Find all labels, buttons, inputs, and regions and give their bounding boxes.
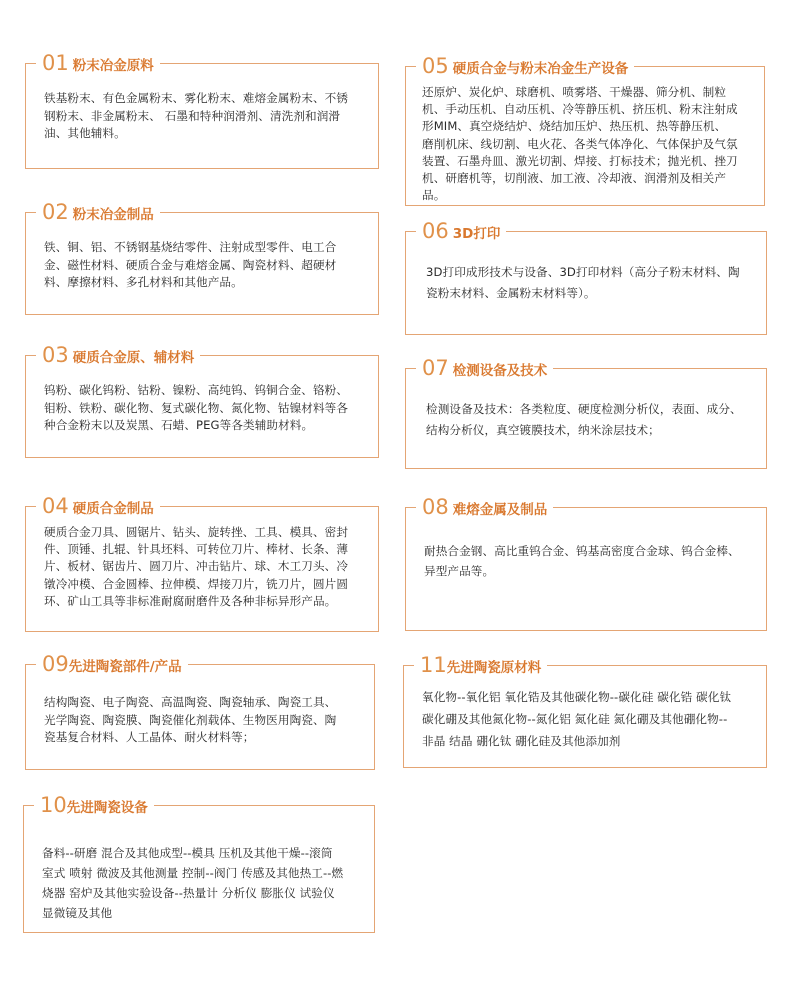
card-title	[416, 53, 634, 82]
section-number: 10	[40, 793, 67, 817]
card-title	[36, 199, 160, 228]
card-3d-printing	[405, 219, 767, 335]
card-title	[416, 218, 506, 247]
section-body: 备料--研磨 混合及其他成型--模具 压机及其他干燥--滚筒 室式 喷射 微波及其他测量 控制--阀门 传感及其他热工--燃 烧器 窑炉及其他实验设备--热量计 分析仪 膨胀仪 试验仪 显微镜及其他	[42, 846, 344, 920]
section-number: 01	[42, 51, 69, 75]
section-body: 氧化物--氧化铝 氧化锆及其他碳化物--碳化硅 碳化锆 碳化钛 碳化硼及其他氮化物--氮化铝 氮化硅 氮化硼及其他硼化物-- 非晶 结晶 硼化钛 硼化硅及其他添加剂	[422, 690, 732, 748]
section-title: 粉末冶金原料	[72, 58, 154, 74]
section-body: 耐热合金钢、高比重钨合金、钨基高密度合金球、钨合金棒、 异型产品等。	[424, 544, 740, 578]
card-title	[34, 792, 154, 821]
section-body: 还原炉、炭化炉、球磨机、喷雾塔、干燥器、筛分机、制粒 机、手动压机、自动压机、冷等静压机、挤压机、粉末注射成 形MIM、真空烧结炉、烧结加压炉、热压机、热等静压机、 磨削机床、线切割、电火花、各类气体净化、气体保护及气氛 装置、石墨舟皿、激光切割、焊接、打标技术；抛光机、挫刀 机、研磨机等，切削液、加工液、冷却液、润滑剂及相关产 品。	[422, 85, 738, 203]
section-title: 先进陶瓷设备	[66, 800, 148, 816]
section-number: 07	[422, 356, 449, 380]
section-number: 02	[42, 200, 69, 224]
section-title: 先进陶瓷部件/产品	[68, 659, 182, 675]
section-body: 铁、铜、铝、不锈钢基烧结零件、注射成型零件、电工合 金、磁性材料、硬质合金与难熔金属、陶瓷材料、超硬材 料、摩擦材料、多孔材料和其他产品。	[44, 240, 337, 290]
section-number: 11	[420, 653, 447, 677]
section-body: 铁基粉末、有色金属粉末、雾化粉末、难熔金属粉末、不锈 钢粉末、非金属粉末、 石墨和特种润滑剂、清洗剂和润滑 油、其他辅料。	[44, 91, 349, 141]
section-body: 硬质合金刀具、圆锯片、钻头、旋转挫、工具、模具、密封 件、顶锤、扎辊、针具坯料、可转位刀片、棒材、长条、薄 片、板材、锯齿片、圆刀片、冲击钻片、球、木工刀头、冷 镦冷冲模、合金圆棒、拉伸模、焊接刀片，铣刀片，圆片圆 环、矿山工具等非标准耐腐耐磨件及各种非标异形产品。	[44, 525, 349, 608]
card-title	[36, 50, 160, 79]
card-advanced-ceramic-parts	[25, 652, 375, 770]
card-title	[36, 651, 188, 680]
section-number: 03	[42, 343, 69, 367]
section-title: 检测设备及技术	[452, 363, 548, 379]
section-body: 钨粉、碳化钨粉、钴粉、镍粉、高纯钨、钨铜合金、铬粉、 钼粉、铁粉、碳化物、复式碳化物、氮化物、钴镍材料等各 种合金粉末以及炭黑、石蜡、PEG等各类辅助材料。	[44, 383, 349, 433]
card-title	[414, 652, 547, 681]
card-refractory-metals	[405, 495, 767, 631]
section-title: 3D打印	[452, 226, 501, 242]
section-number: 04	[42, 494, 69, 518]
section-title: 粉末冶金制品	[72, 207, 154, 223]
card-powder-metallurgy-products	[25, 200, 379, 315]
card-advanced-ceramic-raw-materials	[403, 653, 767, 768]
card-testing-equipment	[405, 356, 767, 469]
card-title	[416, 494, 553, 523]
section-title: 硬质合金制品	[72, 501, 154, 517]
card-production-equipment	[405, 54, 765, 206]
card-hardmetal-raw-materials	[25, 343, 379, 458]
section-number: 08	[422, 495, 449, 519]
section-body: 结构陶瓷、电子陶瓷、高温陶瓷、陶瓷轴承、陶瓷工具、 光学陶瓷、陶瓷膜、陶瓷催化剂载体、生物医用陶瓷、陶 瓷基复合材料、人工晶体、耐火材料等；	[44, 695, 337, 745]
section-number: 05	[422, 54, 449, 78]
section-number: 06	[422, 219, 449, 243]
section-body: 检测设备及技术：各类粒度、硬度检测分析仪，表面、成分、 结构分析仪，真空镀膜技术，纳米涂层技术；	[426, 402, 742, 437]
section-number: 09	[42, 652, 69, 676]
card-title	[416, 355, 553, 384]
section-title: 先进陶瓷原材料	[446, 660, 542, 676]
section-title: 硬质合金原、辅材料	[72, 350, 195, 366]
card-powder-metallurgy-materials	[25, 51, 379, 169]
card-advanced-ceramic-equipment	[23, 793, 375, 933]
card-hardmetal-products	[25, 494, 379, 632]
section-title: 硬质合金与粉末冶金生产设备	[452, 61, 629, 77]
section-body: 3D打印成形技术与设备、3D打印材料（高分子粉末材料、陶 瓷粉末材料、金属粉末材料等）。	[426, 265, 740, 300]
card-title	[36, 493, 160, 522]
section-title: 难熔金属及制品	[452, 502, 548, 518]
card-title	[36, 342, 200, 371]
